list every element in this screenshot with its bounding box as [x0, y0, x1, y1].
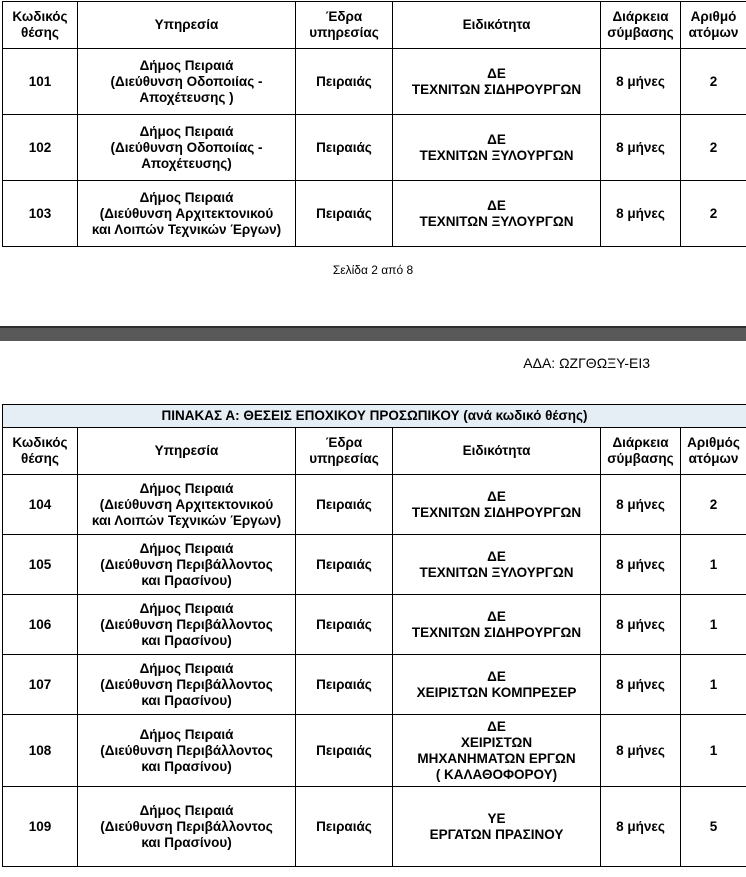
cell-line: Αποχέτευσης )	[139, 89, 234, 105]
cell-line: ΧΕΙΡΙΣΤΩΝ	[460, 734, 533, 750]
cell-line: και Πρασίνου)	[141, 692, 232, 708]
cell-line: ΔΕ	[487, 488, 506, 504]
cell-seat: Πειραιάς	[296, 715, 393, 787]
cell-line: (Διεύθυνση Αρχιτεκτονικού	[99, 205, 274, 221]
cell-line: και Λοιπών Τεχνικών Έργων)	[91, 512, 282, 528]
cell-line: ΤΕΧΝΙΤΩΝ ΞΥΛΟΥΡΓΩΝ	[419, 213, 574, 229]
cell-line: Δήμος Πειραιά	[139, 123, 234, 139]
cell-line: και Πρασίνου)	[141, 632, 232, 648]
cell-duration: 8 μήνες	[601, 115, 681, 181]
table-row	[3, 715, 746, 787]
table-title: ΠΙΝΑΚΑΣ Α: ΘΕΣΕΙΣ ΕΠΟΧΙΚΟΥ ΠΡΟΣΩΠΙΚΟΥ (ανά κωδικό θέσης)	[3, 405, 746, 428]
col-header-seat: Έδρα υπηρεσίας	[296, 2, 393, 49]
cell-seat: Πειραιάς	[296, 787, 393, 867]
cell-count: 2	[681, 49, 746, 115]
cell-specialty	[393, 49, 601, 115]
positions-table-page-1	[2, 1, 746, 247]
cell-line: ΜΗΧΑΝΗΜΑΤΩΝ ΕΡΓΩΝ	[417, 750, 576, 766]
cell-specialty	[393, 181, 601, 247]
col-header-code: Κωδικός θέσης	[3, 2, 78, 49]
cell-code: 102	[3, 115, 78, 181]
cell-code: 101	[3, 49, 78, 115]
cell-count: 5	[681, 787, 746, 867]
table-row	[3, 655, 746, 715]
table-header-row	[3, 428, 746, 475]
cell-line: (Διεύθυνση Περιβάλλοντος	[100, 742, 273, 758]
cell-line: ΔΕ	[487, 668, 506, 684]
cell-specialty	[393, 535, 601, 595]
cell-line: Δήμος Πειραιά	[139, 726, 234, 742]
col-header-duration: Διάρκεια σύμβασης	[601, 428, 681, 475]
cell-code: 109	[3, 787, 78, 867]
cell-line: (Διεύθυνση Περιβάλλοντος	[100, 676, 273, 692]
document-page-1	[0, 0, 746, 326]
cell-specialty	[393, 475, 601, 535]
cell-line: ΤΕΧΝΙΤΩΝ ΣΙΔΗΡΟΥΡΓΩΝ	[411, 504, 582, 520]
cell-line: Δήμος Πειραιά	[139, 57, 234, 73]
cell-count: 1	[681, 715, 746, 787]
cell-service	[78, 655, 296, 715]
col-header-count: Αριθμός ατόμων	[681, 428, 746, 475]
table-row	[3, 787, 746, 867]
cell-line: (Διεύθυνση Αρχιτεκτονικού	[99, 496, 274, 512]
cell-duration: 8 μήνες	[601, 49, 681, 115]
cell-line: (Διεύθυνση Περιβάλλοντος	[100, 556, 273, 572]
cell-line: ΤΕΧΝΙΤΩΝ ΞΥΛΟΥΡΓΩΝ	[419, 564, 574, 580]
cell-count: 1	[681, 535, 746, 595]
cell-count: 2	[681, 115, 746, 181]
col-header-specialty: Ειδικότητα	[393, 428, 601, 475]
document-page-2	[0, 341, 746, 877]
cell-line: ΧΕΙΡΙΣΤΩΝ ΚΟΜΠΡΕΣΕΡ	[416, 684, 577, 700]
cell-service	[78, 115, 296, 181]
col-header-service: Υπηρεσία	[78, 428, 296, 475]
cell-seat: Πειραιάς	[296, 475, 393, 535]
cell-line: (Διεύθυνση Οδοποιίας -	[110, 139, 263, 155]
cell-duration: 8 μήνες	[601, 475, 681, 535]
cell-line: και Λοιπών Τεχνικών Έργων)	[91, 221, 282, 237]
cell-code: 106	[3, 595, 78, 655]
cell-line: ΥΕ	[487, 810, 506, 826]
table-row	[3, 49, 746, 115]
col-header-specialty: Ειδικότητα	[393, 2, 601, 49]
cell-line: ΤΕΧΝΙΤΩΝ ΞΥΛΟΥΡΓΩΝ	[419, 147, 574, 163]
cell-seat: Πειραιάς	[296, 181, 393, 247]
ada-identifier: ΑΔΑ: ΩΖΓΘΩΞΥ-ΕΙ3	[523, 355, 650, 371]
col-header-count: Αριθμό ατόμων	[681, 2, 746, 49]
cell-duration: 8 μήνες	[601, 535, 681, 595]
cell-line: ΔΕ	[487, 65, 506, 81]
cell-line: ΔΕ	[487, 718, 506, 734]
cell-service	[78, 475, 296, 535]
table-row	[3, 181, 746, 247]
cell-line: Δήμος Πειραιά	[139, 600, 234, 616]
positions-table-page-2	[2, 404, 746, 867]
table-row	[3, 595, 746, 655]
cell-line: (Διεύθυνση Οδοποιίας -	[110, 73, 263, 89]
cell-line: Δήμος Πειραιά	[139, 189, 234, 205]
cell-line: Δήμος Πειραιά	[139, 480, 234, 496]
table-row	[3, 115, 746, 181]
cell-duration: 8 μήνες	[601, 595, 681, 655]
cell-line: Δήμος Πειραιά	[139, 802, 234, 818]
cell-service	[78, 535, 296, 595]
cell-line: (Διεύθυνση Περιβάλλοντος	[100, 818, 273, 834]
cell-line: ( ΚΑΛΑΘΟΦΟΡΟΥ)	[435, 766, 558, 782]
cell-line: ΔΕ	[487, 197, 506, 213]
cell-seat: Πειραιάς	[296, 655, 393, 715]
table-row	[3, 535, 746, 595]
col-header-service: Υπηρεσία	[78, 2, 296, 49]
cell-count: 2	[681, 475, 746, 535]
cell-code: 104	[3, 475, 78, 535]
cell-line: ΤΕΧΝΙΤΩΝ ΣΙΔΗΡΟΥΡΓΩΝ	[411, 81, 582, 97]
col-header-seat: Έδρα υπηρεσίας	[296, 428, 393, 475]
cell-seat: Πειραιάς	[296, 49, 393, 115]
table-title-row	[3, 405, 746, 428]
cell-duration: 8 μήνες	[601, 715, 681, 787]
col-header-duration: Διάρκεια σύμβασης	[601, 2, 681, 49]
cell-service	[78, 49, 296, 115]
cell-specialty	[393, 787, 601, 867]
cell-count: 1	[681, 655, 746, 715]
cell-line: ΔΕ	[487, 548, 506, 564]
cell-line: και Πρασίνου)	[141, 758, 232, 774]
cell-seat: Πειραιάς	[296, 535, 393, 595]
col-header-code: Κωδικός θέσης	[3, 428, 78, 475]
cell-code: 105	[3, 535, 78, 595]
cell-line: Δήμος Πειραιά	[139, 540, 234, 556]
cell-count: 2	[681, 181, 746, 247]
page-number-footer: Σελίδα 2 από 8	[332, 263, 414, 277]
page-separator-edge	[0, 326, 746, 328]
cell-line: Αποχέτευσης)	[141, 155, 232, 171]
cell-specialty	[393, 715, 601, 787]
cell-code: 107	[3, 655, 78, 715]
cell-line: ΔΕ	[487, 131, 506, 147]
cell-service	[78, 787, 296, 867]
cell-service	[78, 595, 296, 655]
table-header-row	[3, 2, 746, 49]
cell-code: 108	[3, 715, 78, 787]
cell-count: 1	[681, 595, 746, 655]
cell-line: και Πρασίνου)	[141, 834, 232, 850]
cell-line: ΕΡΓΑΤΩΝ ΠΡΑΣΙΝΟΥ	[429, 826, 564, 842]
cell-duration: 8 μήνες	[601, 181, 681, 247]
page-separator	[0, 326, 746, 341]
cell-code: 103	[3, 181, 78, 247]
cell-seat: Πειραιάς	[296, 595, 393, 655]
cell-specialty	[393, 595, 601, 655]
cell-specialty	[393, 115, 601, 181]
cell-line: (Διεύθυνση Περιβάλλοντος	[100, 616, 273, 632]
cell-line: ΔΕ	[487, 608, 506, 624]
cell-duration: 8 μήνες	[601, 655, 681, 715]
cell-duration: 8 μήνες	[601, 787, 681, 867]
cell-line: ΤΕΧΝΙΤΩΝ ΣΙΔΗΡΟΥΡΓΩΝ	[411, 624, 582, 640]
cell-line: Δήμος Πειραιά	[139, 660, 234, 676]
cell-seat: Πειραιάς	[296, 115, 393, 181]
cell-line: και Πρασίνου)	[141, 572, 232, 588]
cell-service	[78, 181, 296, 247]
cell-specialty	[393, 655, 601, 715]
cell-service	[78, 715, 296, 787]
table-row	[3, 475, 746, 535]
